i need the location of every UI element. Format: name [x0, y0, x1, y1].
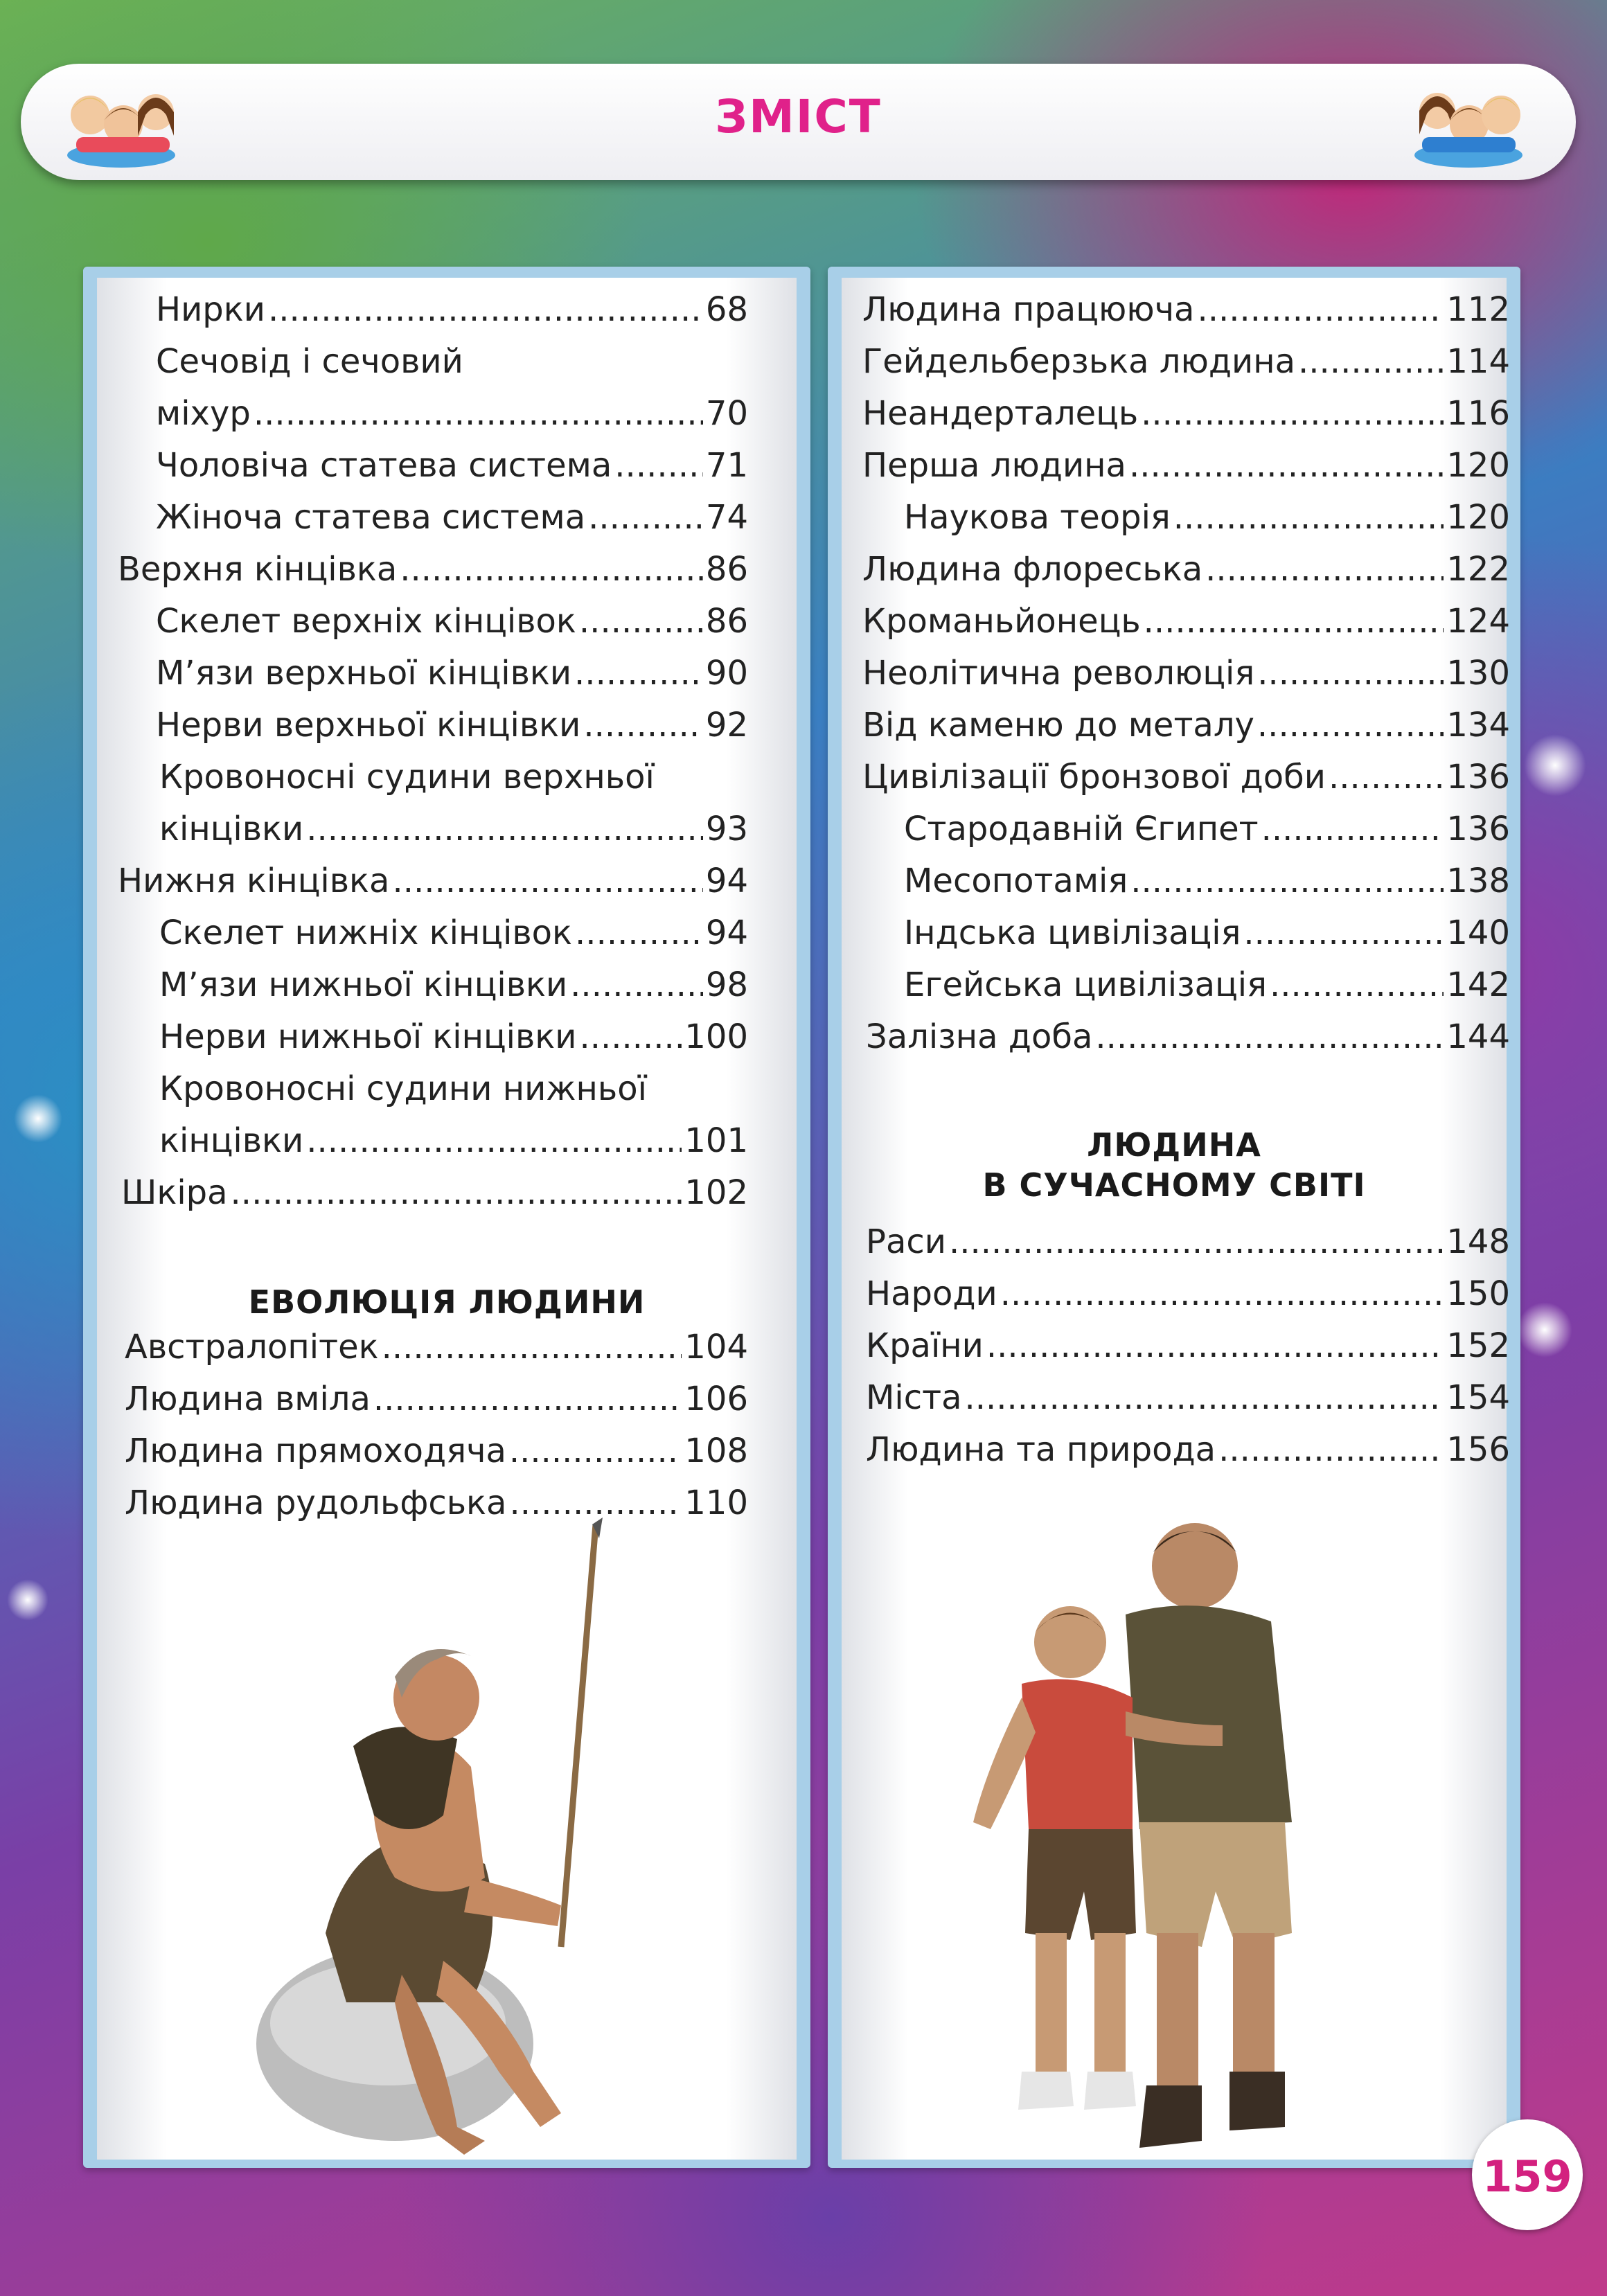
toc-entry-page: 136	[1446, 810, 1510, 848]
toc-entry[interactable]	[125, 1382, 748, 1424]
toc-entry-page: 136	[1446, 758, 1510, 797]
father-son-illustration	[959, 1504, 1347, 2169]
toc-entry[interactable]	[862, 760, 1510, 802]
dot-leader	[579, 1020, 682, 1053]
toc-entry-label: Від каменю до металу	[862, 706, 1254, 745]
toc-entry-page: 120	[1446, 498, 1510, 537]
toc-entry-page: 134	[1446, 706, 1510, 745]
page-number-badge	[1472, 2119, 1583, 2230]
toc-entry-label: Людина флореська	[862, 550, 1203, 589]
toc-entry[interactable]	[862, 550, 1510, 594]
toc-entry-label: Нерви верхньої кінцівки	[156, 706, 581, 745]
dot-leader	[1129, 449, 1444, 482]
toc-entry-page: 108	[684, 1432, 748, 1470]
toc-entry[interactable]	[159, 1121, 748, 1166]
toc-entry-page: 142	[1446, 965, 1510, 1004]
toc-entry-label: міхур	[156, 394, 251, 433]
sparkle-decoration	[7, 1579, 48, 1621]
toc-entry-page: 122	[1446, 550, 1510, 589]
dot-leader	[1130, 864, 1444, 898]
toc-entry-page: 114	[1446, 342, 1510, 381]
dot-leader	[1144, 605, 1444, 638]
dot-leader	[1197, 293, 1444, 326]
toc-entry-page: 102	[684, 1173, 748, 1212]
toc-entry-label: Кровоносні судини верхньої	[159, 758, 655, 797]
toc-entry-label: Стародавній Єгипет	[904, 810, 1259, 848]
toc-entry-label: Скелет нижніх кінцівок	[159, 914, 573, 952]
toc-entry-page: 138	[1446, 862, 1510, 900]
children-right-image	[1410, 73, 1527, 170]
toc-entry-label: Народи	[866, 1274, 997, 1313]
header-banner	[21, 64, 1576, 180]
toc-entry-label: Цивілізації бронзової доби	[862, 758, 1326, 797]
sparkle-decoration	[14, 1094, 62, 1143]
dot-leader	[579, 605, 703, 638]
dot-leader	[1173, 501, 1444, 534]
toc-entry-page: 154	[1446, 1378, 1510, 1417]
toc-entry[interactable]	[156, 446, 748, 490]
toc-entry-page: 71	[705, 446, 748, 485]
toc-entry[interactable]	[904, 864, 1510, 906]
toc-entry-page: 92	[705, 706, 748, 745]
toc-entry-page: 94	[705, 862, 748, 900]
page-title: ЗМІСТ	[715, 90, 882, 143]
dot-leader	[1329, 760, 1444, 794]
dot-leader	[400, 553, 703, 586]
toc-entry-label: М’язи верхньої кінцівки	[156, 654, 572, 693]
dot-leader	[570, 968, 703, 1002]
dot-leader	[1298, 345, 1444, 378]
toc-entry[interactable]	[866, 1430, 1510, 1475]
toc-entry[interactable]	[156, 290, 748, 335]
dot-leader	[575, 916, 703, 950]
toc-entry[interactable]	[862, 394, 1510, 438]
toc-entry[interactable]	[159, 965, 748, 1010]
sparkle-decoration	[1524, 734, 1586, 797]
dot-leader	[1205, 553, 1444, 586]
dot-leader	[509, 1434, 682, 1468]
toc-entry-page: 120	[1446, 446, 1510, 485]
page-number: 159	[1482, 2151, 1572, 2202]
toc-entry-label: Людина працююча	[862, 290, 1195, 329]
toc-entry-label: Країни	[866, 1326, 984, 1365]
toc-entry-page: 70	[705, 394, 748, 433]
caveman-illustration	[236, 1518, 679, 2169]
dot-leader	[949, 1225, 1444, 1258]
toc-entry-page: 90	[705, 654, 748, 693]
dot-leader	[268, 293, 703, 326]
toc-entry[interactable]	[121, 1173, 748, 1218]
toc-entry[interactable]	[866, 1274, 1510, 1319]
dot-leader	[588, 501, 703, 534]
toc-entry[interactable]	[866, 1222, 1510, 1267]
toc-entry-label: Людина прямоходяча	[125, 1432, 506, 1470]
toc-entry-label: Міста	[866, 1378, 962, 1417]
toc-entry-page: 130	[1446, 654, 1510, 693]
toc-entry-label: Егейська цивілізація	[904, 965, 1267, 1004]
dot-leader	[1257, 657, 1444, 690]
toc-entry-page: 101	[684, 1121, 748, 1160]
toc-entry-page: 104	[684, 1328, 748, 1367]
toc-entry-label: Людина та природа	[866, 1430, 1216, 1469]
toc-entry[interactable]	[125, 1434, 748, 1476]
toc-entry[interactable]	[156, 706, 748, 750]
toc-entry-page: 124	[1446, 602, 1510, 641]
toc-entry-page: 93	[705, 810, 748, 848]
dot-leader	[382, 1331, 682, 1364]
toc-entry[interactable]	[118, 864, 748, 906]
toc-entry-page: 94	[705, 914, 748, 952]
toc-entry[interactable]	[118, 550, 748, 594]
toc-entry-label: Сечовід і сечовий	[156, 342, 463, 381]
toc-entry[interactable]	[159, 916, 748, 958]
toc-entry[interactable]	[156, 654, 748, 698]
toc-entry[interactable]	[862, 602, 1510, 646]
toc-entry[interactable]	[159, 812, 748, 854]
dot-leader	[306, 1124, 682, 1157]
toc-entry-page: 150	[1446, 1274, 1510, 1313]
dot-leader	[392, 864, 702, 898]
toc-entry[interactable]	[862, 446, 1510, 490]
dot-leader	[509, 1486, 682, 1520]
dot-leader	[231, 1176, 682, 1209]
evolution-section-heading: ЕВОЛЮЦІЯ ЛЮДИНИ	[248, 1283, 646, 1321]
toc-entry-label: Перша людина	[862, 446, 1126, 485]
dot-leader	[965, 1381, 1444, 1414]
toc-entry-page: 68	[705, 290, 748, 329]
dot-leader	[583, 709, 703, 742]
toc-entry-page: 112	[1446, 290, 1510, 329]
dot-leader	[306, 812, 703, 846]
toc-entry-label: Неандерталець	[862, 394, 1139, 433]
toc-entry[interactable]	[866, 1017, 1510, 1062]
toc-entry[interactable]	[125, 1328, 748, 1372]
left-panel-page	[97, 278, 797, 2160]
toc-entry[interactable]	[866, 1326, 1510, 1371]
dot-leader	[614, 449, 703, 482]
toc-entry-label: Неолітична революція	[862, 654, 1255, 693]
toc-entry-page: 100	[684, 1017, 748, 1056]
dot-leader	[986, 1329, 1444, 1362]
dot-leader	[1243, 916, 1444, 950]
toc-entry-label: кінцівки	[159, 1121, 304, 1160]
toc-entry-page: 86	[705, 550, 748, 589]
toc-entry-page: 74	[705, 498, 748, 537]
toc-entry-label: Австралопітек	[125, 1328, 379, 1367]
toc-entry[interactable]	[904, 498, 1510, 542]
dot-leader	[1257, 709, 1444, 742]
left-contents-panel	[83, 267, 810, 2168]
toc-entry[interactable]	[862, 706, 1510, 750]
toc-entry-label: кінцівки	[159, 810, 304, 848]
toc-entry-page: 116	[1446, 394, 1510, 433]
right-contents-panel	[828, 267, 1520, 2168]
toc-entry[interactable]	[904, 812, 1510, 854]
toc-entry-label: Людина вміла	[125, 1380, 371, 1418]
dot-leader	[1218, 1433, 1444, 1466]
modern-section-heading-line2: В СУЧАСНОМУ СВІТІ	[982, 1166, 1366, 1204]
toc-entry-label: Кроманьйонець	[862, 602, 1141, 641]
sparkle-decoration	[1517, 1302, 1572, 1358]
toc-entry[interactable]	[866, 1378, 1510, 1423]
toc-entry-page: 110	[684, 1484, 748, 1522]
right-panel-page	[842, 278, 1510, 2160]
toc-entry-label: Нижня кінцівка	[118, 862, 390, 900]
toc-entry-page: 86	[705, 602, 748, 641]
dot-leader	[1000, 1277, 1444, 1310]
toc-entry-label: Гейдельберзька людина	[862, 342, 1296, 381]
dot-leader	[1141, 397, 1444, 430]
toc-entry[interactable]	[862, 342, 1510, 386]
toc-entry-label: Наукова теорія	[904, 498, 1171, 537]
toc-entry-label: Жіноча статева система	[156, 498, 586, 537]
toc-entry-page: 148	[1446, 1222, 1510, 1261]
toc-entry-label: Чоловіча статева система	[156, 446, 612, 485]
toc-entry-label: Месопотамія	[904, 862, 1128, 900]
toc-entry-page: 106	[684, 1380, 748, 1418]
toc-entry[interactable]	[862, 290, 1510, 335]
toc-entry-label: Раси	[866, 1222, 946, 1261]
toc-entry[interactable]	[156, 394, 748, 438]
toc-entry-label: Нерви нижньої кінцівки	[159, 1017, 577, 1056]
toc-entry-page: 144	[1446, 1017, 1510, 1056]
toc-entry[interactable]	[904, 916, 1510, 958]
toc-entry[interactable]	[159, 1017, 748, 1062]
toc-entry-label: Шкіра	[121, 1173, 228, 1212]
toc-entry[interactable]	[904, 965, 1510, 1010]
modern-section-heading-line1: ЛЮДИНА	[1087, 1126, 1261, 1164]
dot-leader	[1261, 812, 1444, 846]
toc-entry-label: Індська цивілізація	[904, 914, 1241, 952]
toc-entry-label: М’язи нижньої кінцівки	[159, 965, 568, 1004]
dot-leader	[373, 1382, 682, 1416]
toc-entry-page: 156	[1446, 1430, 1510, 1469]
toc-entry[interactable]	[156, 498, 748, 542]
dot-leader	[1270, 968, 1444, 1002]
dot-leader	[1095, 1020, 1444, 1053]
toc-entry-label: Кровоносні судини нижньої	[159, 1069, 647, 1108]
toc-entry-label: Скелет верхніх кінцівок	[156, 602, 576, 641]
toc-entry-label: Нирки	[156, 290, 265, 329]
toc-entry-page: 140	[1446, 914, 1510, 952]
toc-entry-label: Залізна доба	[866, 1017, 1093, 1056]
toc-entry-label: Верхня кінцівка	[118, 550, 398, 589]
toc-entry[interactable]	[862, 654, 1510, 698]
toc-entry-page: 152	[1446, 1326, 1510, 1365]
dot-leader	[574, 657, 703, 690]
toc-entry-label: Людина рудольфська	[125, 1484, 507, 1522]
toc-entry-page: 98	[705, 965, 748, 1004]
toc-entry[interactable]	[156, 602, 748, 646]
dot-leader	[254, 397, 703, 430]
